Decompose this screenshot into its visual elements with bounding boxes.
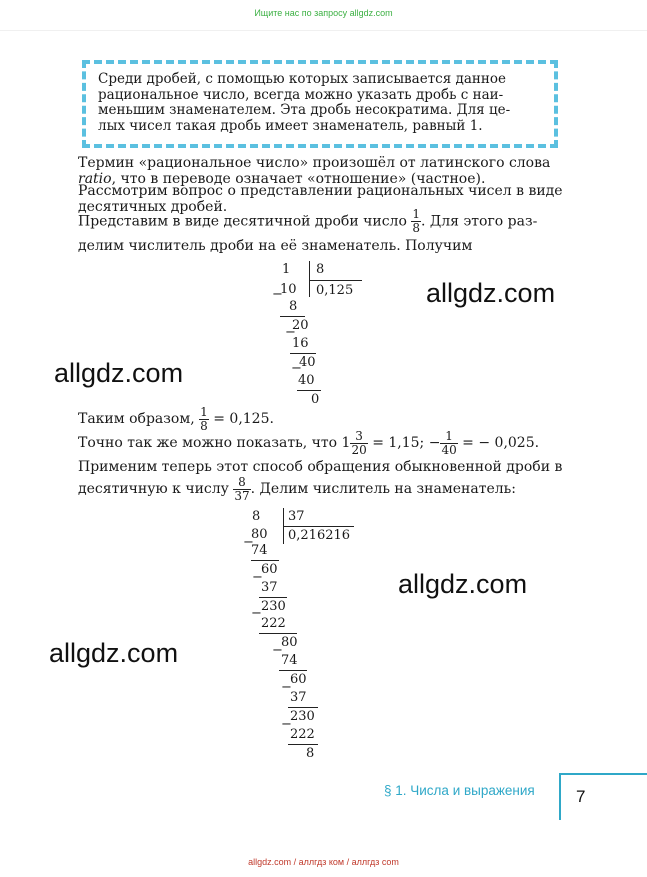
- fraction-denominator: 37: [234, 488, 250, 503]
- fraction-denominator: 8: [412, 221, 420, 235]
- section-title: § 1. Числа и выражения: [384, 783, 535, 798]
- step-value: 20: [292, 318, 309, 333]
- fraction-numerator: 1: [200, 404, 208, 419]
- dividend: 1: [282, 262, 291, 277]
- watermark-text: allgdz.com: [54, 358, 184, 388]
- definition-line: рациональное число, всегда можно указать дробь с наи-: [98, 86, 504, 103]
- step-line: [290, 353, 316, 354]
- text-span: . Делим числитель на знаменатель:: [250, 481, 516, 497]
- fraction-denominator: 20: [351, 442, 367, 457]
- fraction-numerator: 1: [440, 430, 457, 444]
- divisor: 37: [288, 509, 305, 524]
- step-value: 0: [311, 392, 320, 407]
- step-value: 16: [292, 336, 309, 351]
- text-span: = 0,125.: [213, 411, 274, 427]
- step-line: [259, 597, 287, 598]
- text-line: десятичных дробей.: [78, 199, 228, 215]
- text-line: [78, 475, 562, 503]
- fraction-numerator: 8: [233, 476, 250, 490]
- minus-sign: −: [251, 606, 262, 621]
- step-value: 80: [251, 527, 268, 542]
- step-line: [279, 670, 307, 671]
- text-line: Рассмотрим вопрос о представлении рациональных чисел в виде: [78, 183, 563, 199]
- step-value: 37: [290, 690, 307, 705]
- watermark-text: allgdz.com: [426, 278, 556, 308]
- definition-line: меньшим знаменателем. Эта дробь несократима. Для це-: [98, 102, 511, 118]
- step-value: 222: [290, 727, 315, 742]
- step-value: 80: [281, 635, 298, 650]
- quotient: 0,216216: [288, 528, 351, 543]
- text-span: , что в переводе означает «отношение» (частное).: [111, 171, 486, 187]
- step-line: [288, 744, 318, 745]
- step-line: [259, 633, 297, 634]
- fraction-denominator: 40: [441, 442, 457, 457]
- step-value: 222: [261, 616, 286, 631]
- text-line: Применим теперь этот способ обращения обыкновенной дроби в: [78, 459, 563, 475]
- watermark-text: allgdz.com: [398, 569, 528, 599]
- page-number: 7: [576, 787, 586, 806]
- step-line: [297, 390, 321, 391]
- bottom-links[interactable]: allgdz.com / аллгдз ком / аллгдз com: [248, 857, 399, 867]
- step-value: 8: [289, 299, 298, 314]
- definition-box: [82, 60, 558, 148]
- paragraph-apply: [78, 459, 562, 503]
- division-horizontal-line: [310, 280, 362, 281]
- step-line: [280, 316, 305, 317]
- step-value: 10: [280, 282, 297, 297]
- text-span: Таким образом,: [78, 411, 195, 427]
- banner-text[interactable]: Ищите нас по запросу allgdz.com: [254, 8, 393, 18]
- text-line: Термин «рациональное число» произошёл от латинского слова: [78, 155, 551, 171]
- fraction-1-40: [440, 430, 457, 457]
- text-span: = 1,15; −: [372, 435, 441, 451]
- divisor: 8: [316, 262, 325, 277]
- minus-sign: −: [285, 325, 296, 340]
- step-value: 230: [290, 709, 315, 724]
- minus-sign: −: [272, 287, 283, 302]
- step-value: 60: [290, 672, 307, 687]
- fraction-numerator: 3: [350, 430, 367, 444]
- definition-line: Среди дробей, с помощью которых записывается данное: [98, 71, 507, 87]
- minus-sign: −: [252, 570, 263, 585]
- fraction-3-20: [350, 430, 367, 457]
- step-value: 40: [298, 373, 315, 388]
- step-value: 37: [261, 580, 278, 595]
- footer-divider: [559, 773, 647, 775]
- text-span: Представим в виде десятичной дроби число: [78, 213, 407, 230]
- definition-text: [98, 72, 544, 134]
- dividend: 8: [252, 509, 261, 524]
- step-value: 60: [261, 562, 278, 577]
- result-line-2: [78, 428, 539, 458]
- step-line: [251, 560, 279, 561]
- text-line: делим числитель дроби на её знаменатель. Получим: [78, 238, 473, 254]
- step-value: 74: [281, 653, 298, 668]
- minus-sign: −: [243, 535, 254, 550]
- step-value: 8: [306, 746, 315, 761]
- fraction-1-8: [411, 208, 421, 235]
- division-horizontal-line: [284, 526, 354, 527]
- fraction-denominator: 8: [200, 418, 208, 433]
- step-value: 74: [251, 543, 268, 558]
- quotient: 0,125: [316, 283, 354, 298]
- text-span: десятичную к числу: [78, 481, 229, 497]
- definition-line: лых чисел такая дробь имеет знаменатель, равный 1.: [98, 117, 483, 134]
- minus-sign: −: [281, 717, 292, 732]
- paragraph-represent: [78, 208, 537, 254]
- text-span: . Для этого раз-: [420, 213, 538, 230]
- top-banner: [0, 0, 647, 31]
- step-value: 40: [299, 355, 316, 370]
- watermark-text: allgdz.com: [49, 638, 179, 668]
- minus-sign: −: [281, 680, 292, 695]
- division-vertical-line: [309, 261, 310, 297]
- fraction-numerator: 1: [412, 207, 420, 221]
- footer-divider: [559, 773, 561, 820]
- fraction-8-37: [233, 476, 250, 503]
- italic-word: ratio: [78, 171, 112, 187]
- text-span: Точно так же можно показать, что 1: [78, 435, 351, 451]
- step-value: 230: [261, 599, 286, 614]
- text-span: = − 0,025.: [462, 435, 540, 451]
- step-line: [288, 707, 318, 708]
- minus-sign: −: [291, 361, 302, 376]
- minus-sign: −: [272, 643, 283, 658]
